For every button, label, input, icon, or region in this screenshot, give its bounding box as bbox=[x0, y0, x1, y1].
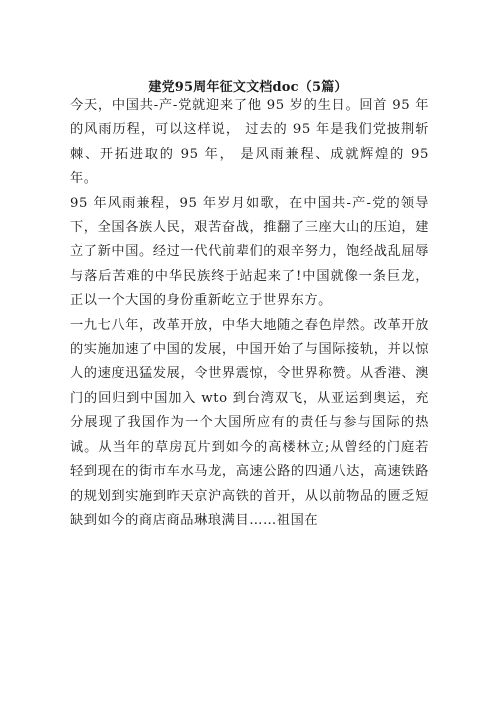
paragraph-2: 95 年风雨兼程，95 年岁月如歌，在中国共-产-党的领导下，全国各族人民，艰苦奋战，推翻了三座大山的压迫，建立了新中国。经过一代代前辈们的艰辛努力，饱经战乱屈辱与落后苦难的中华民族终于站起来了!中国就像一条巨龙，正以一个大国的身份重新屹立于世界东方。 bbox=[70, 195, 429, 309]
paragraph-1: 今天，中国共-产-党就迎来了他 95 岁的生日。回首 95 年的风雨历程，可以这样说， 过去的 95 年是我们党披荆斩棘、开拓进取的 95 年， 是风雨兼程、成就辉煌的 95 年。 bbox=[70, 98, 429, 187]
document-body bbox=[70, 94, 429, 533]
document-title: 建党95周年征文文档doc（5篇） bbox=[148, 80, 348, 95]
paragraph-3: 一九七八年，改革开放，中华大地随之春色岸然。改革开放的实施加速了中国的发展，中国开始了与国际接轨，并以惊人的速度迅猛发展，令世界震惊，令世界称赞。从香港、澳门的回归到中国加入 wto 到台湾双飞，从亚运到奥运，充分展现了我国作为一个大国所应有的责任与参与国际的热诚。从当年的草房瓦片到如今的高楼林立;从曾经的门庭若轻到现在的街市车水马龙，高速公路的四通八达，高速铁路的规划到实施到昨天京沪高铁的首开，从以前物品的匮乏短缺到如今的商店商品琳琅满目……祖国在 bbox=[70, 317, 429, 528]
